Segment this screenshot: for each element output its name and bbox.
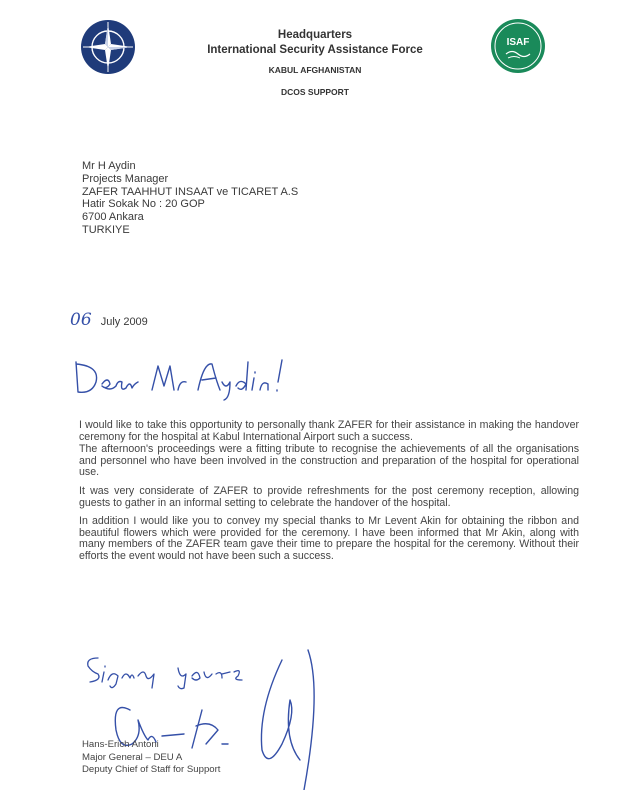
body-paragraph-3: It was very considerate of ZAFER to provide refreshments for the post ceremony reception, allowing guests to gather in an informal setting to celebrate the handover of the hospital. <box>79 484 579 509</box>
recipient-name: Mr H Aydin <box>82 160 136 172</box>
signatory-block <box>82 739 220 777</box>
letterhead-line-2: International Security Assistance Force <box>207 44 423 56</box>
handwritten-salutation <box>70 352 310 402</box>
isaf-seal-text: ISAF <box>506 37 530 48</box>
letterhead-line-1: Headquarters <box>277 29 353 41</box>
date-day-handwritten: 06 <box>70 310 92 330</box>
letter-body <box>79 420 579 570</box>
date-month-year: July 2009 <box>100 316 148 328</box>
recipient-country: TURKIYE <box>82 223 130 236</box>
signatory-rank: Major General – DEU A <box>82 751 183 763</box>
letterhead <box>150 28 480 99</box>
nato-compass-rose-icon <box>80 19 136 75</box>
recipient-street: Hatir Sokak No : 20 GOP <box>82 198 205 211</box>
letterhead-line-4: DCOS SUPPORT <box>280 87 349 97</box>
isaf-seal-icon <box>490 18 546 74</box>
recipient-city: 6700 Ankara <box>82 211 144 224</box>
signatory-name: Hans-Erich Antoni <box>82 739 159 750</box>
recipient-address <box>82 160 298 237</box>
recipient-title: Projects Manager <box>82 172 169 185</box>
letterhead-line-3: KABUL AFGHANISTAN <box>268 65 362 75</box>
recipient-company: ZAFER TAAHHUT INSAAT ve TICARET A.S <box>82 185 299 198</box>
letter-date <box>70 310 148 330</box>
body-paragraph-1: I would like to take this opportunity to personally thank ZAFER for their assistance in making the handover ceremony for the hospital at Kabul International Airport such a success. <box>79 419 579 443</box>
body-paragraph-2: The afternoon's proceedings were a fitting tribute to recognise the achievements of all the organisations and personnel who have been involved in the construction and preparation of the hospital for operational use. <box>79 443 579 479</box>
signatory-position: Deputy Chief of Staff for Support <box>82 764 221 775</box>
body-paragraph-4: In addition I would like you to convey my special thanks to Mr Levent Akin for obtaining the ribbon and beautiful flowers which were provided for the ceremony. I have been informed that Mr Akin, along with many members of the ZAFER team gave their time to prepare the hospital for the ceremony. Without their efforts the event would not have been such a success. <box>79 515 579 562</box>
